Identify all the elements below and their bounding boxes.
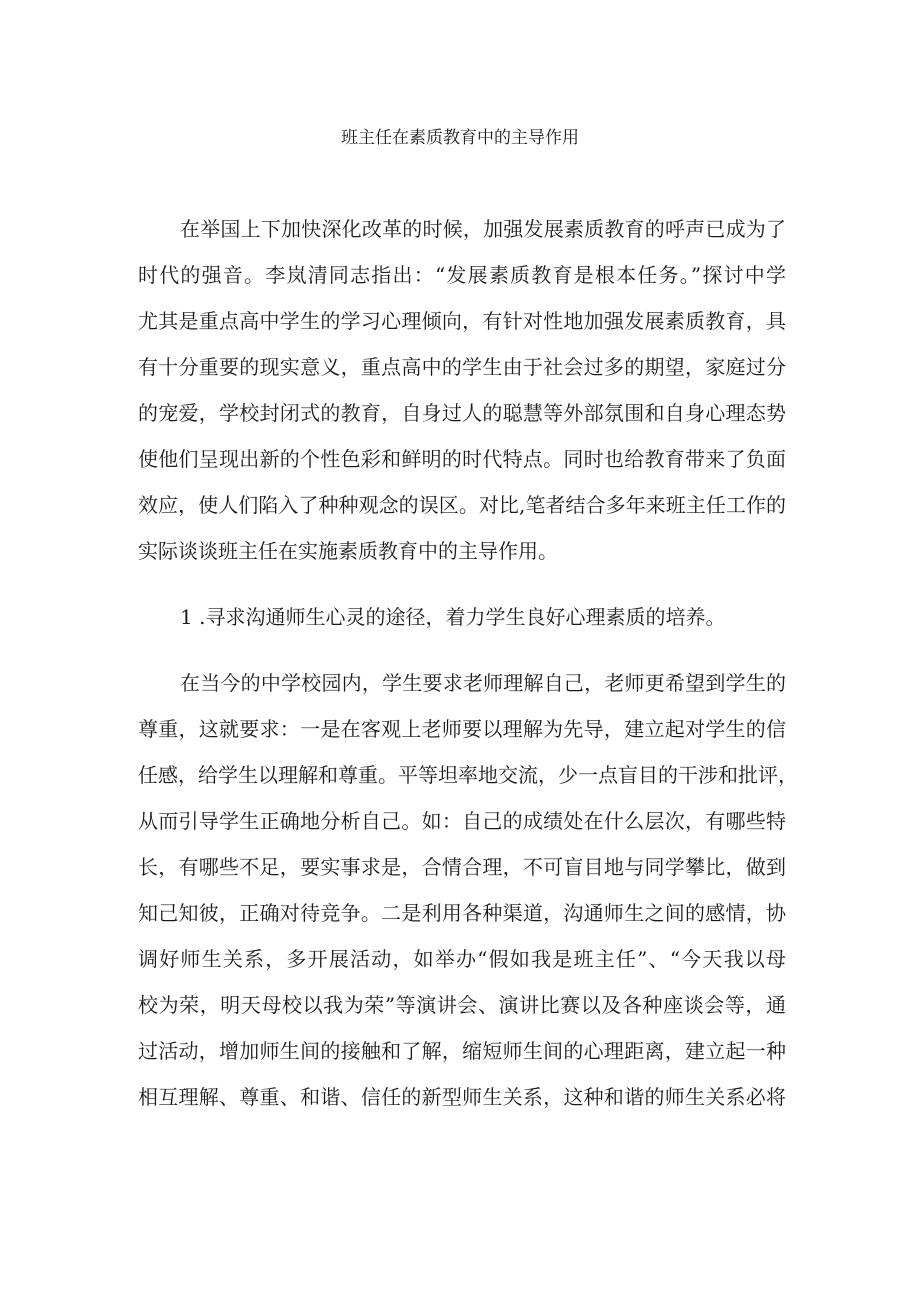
- paragraph-line: 任感，给学生以理解和尊重。平等坦率地交流，少一点盲目的干涉和批评，: [138, 763, 798, 787]
- paragraph-line: 在当今的中学校园内，学生要求老师理解自己，老师更希望到学生的: [180, 671, 786, 695]
- paragraph-line: 在举国上下加快深化改革的时候，加强发展素质教育的呼声已成为了: [180, 217, 786, 241]
- paragraph-line: 校为荣，明天母校以我为荣”等演讲会、演讲比赛以及各种座谈会等，通: [138, 993, 786, 1017]
- paragraph-line: 实际谈谈班主任在实施素质教育中的主导作用。: [138, 539, 558, 563]
- paragraph-line: 时代的强音。李岚清同志指出：“发展素质教育是根本任务。”探讨中学: [138, 263, 786, 287]
- paragraph-line: 有十分重要的现实意义，重点高中的学生由于社会过多的期望，家庭过分: [138, 355, 786, 379]
- paragraph-line: 尊重，这就要求：一是在客观上老师要以理解为先导，建立起对学生的信: [138, 717, 786, 741]
- paragraph-2: [138, 660, 798, 1120]
- paragraph-line: 从而引导学生正确地分析自己。如：自己的成绩处在什么层次，有哪些特: [138, 809, 786, 833]
- paragraph-line: 的宠爱，学校封闭式的教育，自身过人的聪慧等外部氛围和自身心理态势: [138, 401, 786, 425]
- paragraph-line: 使他们呈现出新的个性色彩和鲜明的时代特点。同时也给教育带来了负面: [138, 447, 786, 471]
- paragraph-line: 效应，使人们陷入了种种观念的误区。对比,笔者结合多年来班主任工作的: [138, 493, 786, 517]
- paragraph-line: 尤其是重点高中学生的学习心理倾向，有针对性地加强发展素质教育，具: [138, 309, 786, 333]
- paragraph-line: 调好师生关系，多开展活动，如举办“假如我是班主任”、“今天我以母: [138, 947, 786, 971]
- document-title: 班主任在素质教育中的主导作用: [341, 128, 579, 148]
- paragraph-1: [138, 206, 786, 574]
- paragraph-line: 相互理解、尊重、和谐、信任的新型师生关系，这种和谐的师生关系必将: [138, 1085, 786, 1109]
- paragraph-line: 知己知彼，正确对待竞争。二是利用各种渠道，沟通师生之间的感情，协: [138, 901, 786, 925]
- paragraph-line: 长，有哪些不足，要实事求是，合情合理，不可盲目地与同学攀比，做到: [138, 855, 786, 879]
- document-body: [138, 206, 798, 1120]
- paragraph-line: 过活动，增加师生间的接触和了解，缩短师生间的心理距离，建立起一种: [138, 1039, 786, 1063]
- section-heading: 1 .寻求沟通师生心灵的途径，着力学生良好心理素质的培养。: [180, 605, 726, 629]
